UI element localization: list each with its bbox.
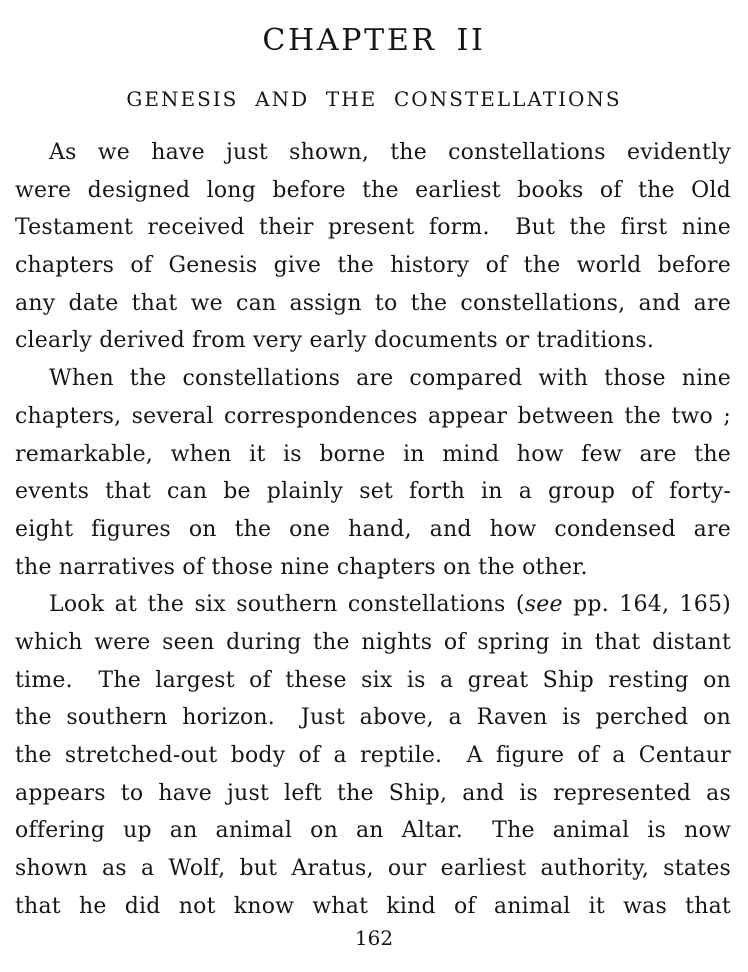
text-segment: were designed long before the earliest books of the Old [15,177,731,203]
text-line [15,586,731,624]
text-segment: remarkable, when it is borne in mind how few are the [15,441,731,467]
text-segment: the southern horizon. Just above, a Raven is perched on [15,705,731,731]
italic-text: see [524,592,563,618]
text-line [15,511,731,549]
text-segment: events that can be plainly set forth in a group of forty- [15,479,731,505]
text-segment: that he did not know what kind of animal it was that [15,893,731,919]
text-line [15,209,731,247]
text-segment: which were seen during the nights of spring in that distant [15,629,731,655]
text-segment: chapters of Genesis give the history of the world before [15,253,731,279]
page-body [0,134,748,925]
text-line [15,473,731,511]
text-segment: any date that we can assign to the constellations, and are [15,290,731,316]
text-segment: Testament received their present form. But the first nine [15,215,731,241]
text-line [15,850,731,888]
text-line [15,436,731,474]
text-segment: Look at the six southern constellations ( [49,592,525,618]
text-line [15,172,731,210]
text-line [15,888,731,926]
text-line [15,775,731,813]
text-line [15,624,731,662]
text-segment: offering up an animal on an Altar. The animal is now [15,818,731,844]
text-segment: the stretched-out body of a reptile. A figure of a Centaur [15,743,731,768]
text-line [15,322,731,360]
text-line [15,285,731,323]
text-segment: eight figures on the one hand, and how condensed are [15,516,731,542]
text-segment: pp. 164, 165) [562,592,731,618]
text-line [15,398,731,436]
text-line [15,247,731,285]
text-line [15,134,731,172]
text-segment: chapters, several correspondences appear between the two ; [15,403,731,429]
text-line [15,360,731,398]
text-line [15,549,731,587]
text-segment: appears to have just left the Ship, and is represented as [15,780,731,806]
text-line [15,737,731,775]
text-segment: When the constellations are compared with those nine [49,366,731,392]
text-line [15,662,731,700]
text-segment: the narratives of those nine chapters on the other. [15,554,588,580]
page-number: 162 [354,926,394,951]
text-segment: As we have just shown, the constellations evidently [49,140,731,165]
chapter-title: CHAPTER II [262,23,486,58]
text-line [15,812,731,850]
section-heading: GENESIS AND THE CONSTELLATIONS [126,87,622,111]
text-line [15,699,731,737]
text-segment: time. The largest of these six is a great Ship resting on [15,667,731,693]
text-segment: clearly derived from very early documents or traditions. [15,328,655,354]
text-segment: shown as a Wolf, but Aratus, our earliest authority, states [15,856,731,882]
